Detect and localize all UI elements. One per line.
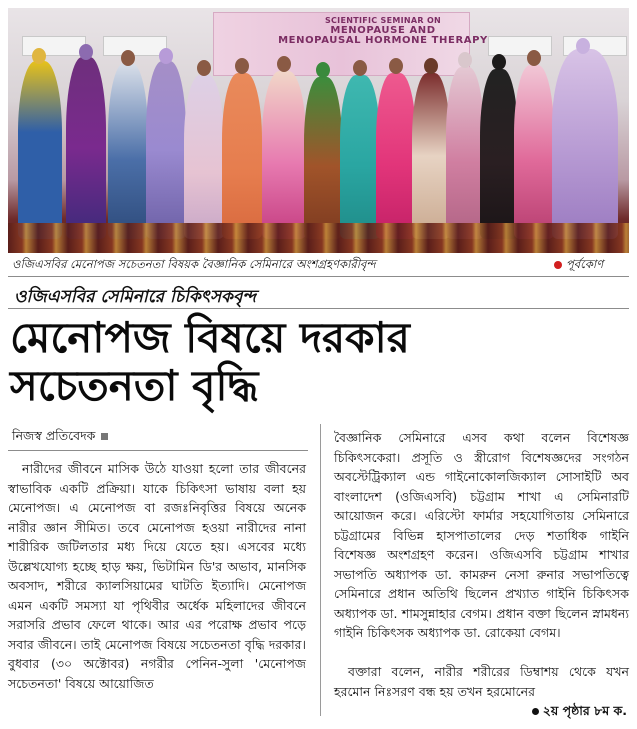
person	[552, 49, 618, 239]
person-head	[32, 48, 46, 64]
person	[514, 65, 554, 239]
body-column-1: নারীদের জীবনে মাসিক উঠে যাওয়া হলো তার জীবনের স্বাভাবিক একটি প্রক্রিয়া। যাকে চিকিৎসা ভাষায় বলা হয় মেনোপজ। এ মেনোপজ বা রজঃনিবৃত্তির বিষয়ে অনেক নারীর জ্ঞান সীমিত। তবে মেনোপজ হওয়া নারীদের নানা শারীরিক জটিলতার মধ্য দিয়ে যেতে হয়। এসবের মধ্যে উল্লেখযোগ্য হচ্ছে হাড় ক্ষয়, ভিটামিন ডি'র অভাব, মানসিক অবসাদ, শরীরে ক্যালসিয়ামের ঘাটতি ইত্যাদি। মেনোপজ এমন একটি সমস্যা যা পৃথিবীর অর্ধেক মহিলাদের জীবনে সরাসরি প্রভাব ফেলে থাকে। আর এর পরোক্ষ প্রভাব পড়ে সবার জীবনে। তাই মেনোপজ বিষয়ে সচেতনতা বৃদ্ধি দরকার। বুধবার (৩০ অক্টোবর) নগরীর পেনিন-সুলা 'মেনোপজ সচেতনতা' বিষয়ে আয়োজিত	[8, 461, 306, 691]
bullet-icon	[532, 708, 539, 715]
person-head	[353, 60, 367, 76]
person-head	[277, 56, 291, 72]
byline	[12, 428, 108, 448]
carpet	[8, 223, 629, 253]
divider	[8, 308, 629, 309]
continued-text: ২য় পৃষ্ঠার ৮ম ক.	[542, 703, 627, 718]
person	[18, 61, 62, 239]
person-head	[389, 58, 403, 74]
banner-line1: SCIENTIFIC SEMINAR ON	[324, 16, 442, 25]
person	[66, 57, 106, 239]
continued-note	[532, 703, 627, 723]
headline-line-1: মেনোপজ বিষয়ে দরকার	[10, 313, 410, 362]
person	[184, 75, 224, 239]
person	[376, 73, 416, 239]
person	[262, 71, 306, 239]
person-head	[316, 62, 330, 78]
person-head	[576, 38, 590, 54]
person	[304, 77, 342, 239]
column-divider	[320, 424, 321, 716]
person	[340, 75, 380, 239]
person-head	[492, 54, 506, 70]
person	[480, 69, 518, 239]
person-head	[79, 44, 93, 60]
person	[446, 67, 484, 239]
banner-line3: MENOPAUSAL HORMONE THERAPY	[278, 35, 488, 46]
body-column-2: বৈজ্ঞানিক সেমিনারে এসব কথা বলেন বিশেষজ্ঞ চিকিৎসকেরা। প্রসূতি ও স্ত্রীরোগ বিশেষজ্ঞদের সংগঠন অবস্টেট্রিক্যাল এন্ড গাইনোকোলজিক্যাল সোসাইটি অব বাংলাদেশ (ওজিএসবি) চট্টগ্রাম শাখা এ সেমিনারটি আয়োজন করে। এরিস্টো ফার্মার সহযোগিতায় সেমিনারে চট্টগ্রামের বিভিন্ন হাসপাতালের দেড় শতাধিক গাইনি বিশেষজ্ঞ অংশগ্রহণ করেন। ওজিএসবি চট্টগ্রাম শাখার সভাপতি অধ্যাপক ডা. কামরুন নেসা রুনার সভাপতিত্বে সেমিনারে প্রধান অতিথি ছিলেন প্রখ্যাত গাইনি চিকিৎসক অধ্যাপক ডা. শামসুন্নাহার বেগম। প্রধান বক্তা ছিলেন স্নামধন্য গাইনি চিকিৎসক অধ্যাপক ডা. রোকেয়া বেগম।	[334, 430, 629, 640]
person-head	[527, 50, 541, 66]
divider	[8, 276, 629, 277]
person-head	[121, 50, 135, 66]
byline-square-icon	[101, 433, 108, 440]
window	[103, 36, 167, 56]
body-column-2-paragraph-2: বক্তারা বলেন, নারীর শরীরের ডিম্বাশয় থেকে যখন হরমোন নিঃসরণ বন্ধ হয় তখন হরমোনের	[334, 664, 629, 699]
person	[108, 63, 148, 239]
person	[412, 73, 450, 239]
person-head	[458, 52, 472, 68]
photo-caption: ওজিএসবির মেনোপজ সচেতনতা বিষয়ক বৈজ্ঞানিক সেমিনারে অংশগ্রহণকারীবৃন্দ	[12, 257, 376, 271]
person	[146, 61, 186, 239]
divider	[8, 450, 308, 451]
person-head	[197, 60, 211, 76]
byline-text: নিজস্ব প্রতিবেদক	[12, 428, 96, 443]
kicker: ওজিএসবির সেমিনারে চিকিৎসকবৃন্দ	[14, 287, 257, 307]
window	[488, 36, 552, 56]
person-head	[424, 58, 438, 74]
event-photo	[8, 8, 629, 253]
person-head	[159, 48, 173, 64]
person-head	[235, 58, 249, 74]
photo-credit: পূর্বকোণ	[566, 257, 604, 271]
banner-line2: MENOPAUSE AND	[330, 25, 436, 36]
credit-bullet-icon	[554, 261, 562, 269]
person	[222, 73, 262, 239]
seminar-banner-text	[278, 16, 488, 46]
headline-line-2: সচেতনতা বৃদ্ধি	[10, 361, 259, 410]
